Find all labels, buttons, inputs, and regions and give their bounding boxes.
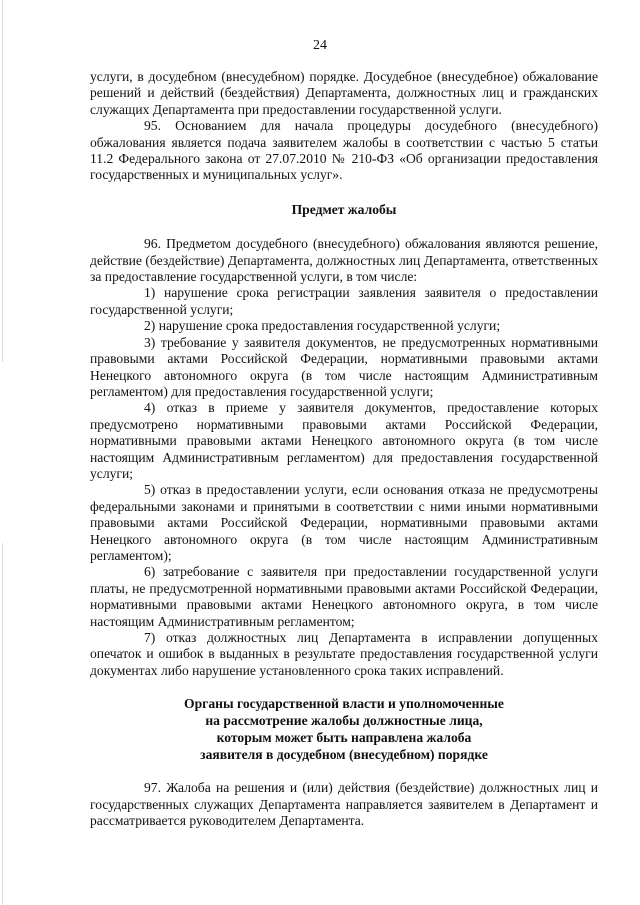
paragraph-continuation: услуги, в досудебном (внесудебном) порядке. Досудебное (внесудебное) обжалование решений и действий (бездействия) Департамента, должностных лиц и гражданских служащих Департамента при предоставлении государственной услуги.	[90, 69, 598, 117]
list-item-5: 5) отказ в предоставлении услуги, если основания отказа не предусмотрены федеральными законами и принятыми в соответствии с ними иными нормативными правовыми актами Российской Федерации, нормативными правовыми актами Ненецкого автономного округа (в том числе настоящим Административным регламентом);	[90, 482, 598, 563]
section-heading-subject: Предмет жалобы	[291, 201, 397, 217]
document-body	[90, 69, 598, 830]
page-number: 24	[313, 38, 327, 53]
heading-line: которым может быть направлена жалоба	[216, 729, 472, 745]
list-item-4: 4) отказ в приеме у заявителя документов, предоставление которых предусмотрено нормативными правовыми актами Российской Федерации, нормативными правовыми актами Ненецкого автономного округа (в том числе настоящим Административным регламентом) для предоставления государственной услуги;	[90, 400, 598, 481]
heading-line: Органы государственной власти и уполномоченные	[184, 696, 504, 712]
section-heading-authorities	[90, 696, 598, 763]
paragraph-95: 95. Основанием для начала процедуры досудебного (внесудебного) обжалования является подача заявителем жалобы в соответствии с частью 5 статьи 11.2 Федерального закона от 27.07.2010 № 210-ФЗ «Об организации предоставления государственных и муниципальных услуг».	[90, 118, 598, 183]
list-item-1: 1) нарушение срока регистрации заявления заявителя о предоставлении государственной услуги;	[90, 285, 598, 317]
list-item-2: 2) нарушение срока предоставления государственной услуги;	[144, 318, 501, 334]
list-item-6: 6) затребование с заявителя при предоставлении государственной услуги платы, не предусмотренной нормативными правовыми актами Российской Федерации, нормативными правовыми актами Ненецкого автономного округа, в том числе настоящим Административным регламентом;	[90, 564, 598, 629]
heading-line: заявителя в досудебном (внесудебном) порядке	[200, 746, 488, 762]
paragraph-96: 96. Предметом досудебного (внесудебного) обжалования являются решение, действие (бездействие) Департамента, должностных лиц Департамента, ответственных за предоставление государственной услуги, в том числе:	[90, 236, 598, 285]
paragraph-97: 97. Жалоба на решения и (или) действия (бездействие) должностных лиц и государственных служащих Департамента направляется заявителем в Департамент и рассматривается руководителем Департамента.	[90, 780, 598, 829]
list-item-3: 3) требование у заявителя документов, не предусмотренных нормативными правовыми актами Российской Федерации, нормативными правовыми актами Ненецкого автономного округа (в том числе настоящим Административным регламентом) для предоставления государственной услуги;	[90, 334, 598, 399]
list-item-7: 7) отказ должностных лиц Департамента в исправлении допущенных опечаток и ошибок в выданных в результате предоставления государственной услуги документах либо нарушение установленного срока таких исправлений.	[90, 630, 598, 678]
heading-line: на рассмотрение жалобы должностные лица,	[205, 713, 483, 729]
